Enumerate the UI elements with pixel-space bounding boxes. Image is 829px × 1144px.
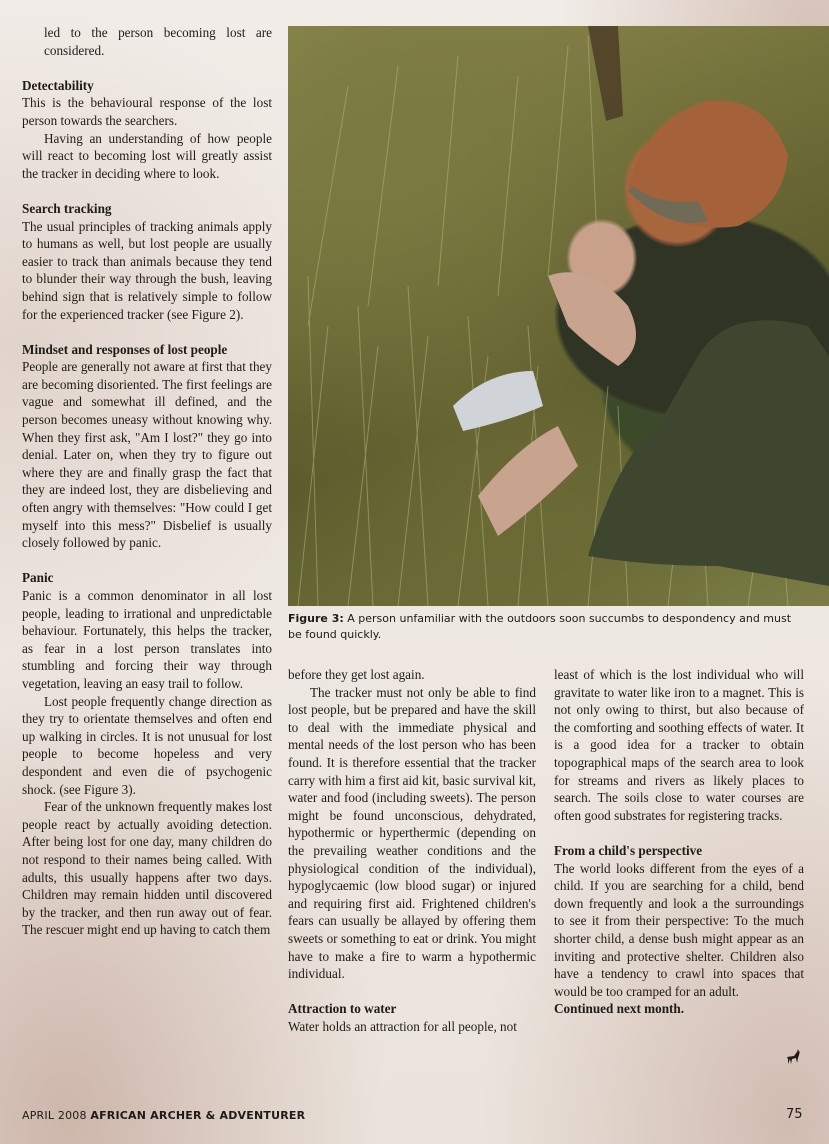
tree-trunk <box>588 26 623 121</box>
page-number: 75 <box>786 1107 803 1122</box>
section-heading-detectability: Detectability <box>22 77 94 93</box>
paragraph: Having an understanding of how people will react to becoming lost will greatly assist the tracker in deciding where to look. <box>22 130 272 181</box>
article-column-3 <box>554 666 804 1018</box>
footer-publication <box>22 1109 305 1122</box>
paragraph: Panic is a common denominator in all lost people, leading to irrational and unpredictable behaviour. Fortunately, this helps the tracker, as fear in a lost person translates into stumbling and forcing their way through vegetation, leaving an easy trail to follow. <box>22 588 272 691</box>
paragraph: The usual principles of tracking animals apply to humans as well, but lost people are usually easier to track than animals because they tend to blunder their way through the bush, leaving behind sign that is relatively simple to follow for the experienced tracker (see Figure 2). <box>22 218 272 322</box>
paragraph: Fear of the unknown frequently makes lost people react by actually avoiding detection. After being lost for one day, many children do not respond to their names being called. With adults, this usually happens after two days. Children may remain hidden until discovered by the tracker, and then run away out of fear. The rescuer might end up having to catch them <box>22 799 272 938</box>
caption-label: Figure 3: <box>288 612 344 625</box>
person-leg <box>478 426 578 536</box>
section-heading-childs-perspective: From a child's perspective <box>554 842 703 858</box>
article-column-1 <box>22 24 272 939</box>
article-column-2 <box>288 666 536 1035</box>
continued-next-month: Continued next month. <box>554 1001 685 1017</box>
antelope-end-mark-icon <box>784 1048 802 1066</box>
paragraph: least of which is the lost individual who will gravitate to water like iron to a magnet. This is not only owing to thirst, but also because of the comforting and soothing effects of water. It is a good idea for a tracker to obtain topographical maps of the search area to look for streams and rivers as likely places to search. The soils close to water courses are often good substrates for registering tracks. <box>554 667 804 823</box>
caption-text: A person unfamiliar with the outdoors soon succumbs to despondency and must be found quickly. <box>288 612 792 641</box>
grass-and-person-illustration <box>288 26 829 606</box>
paragraph: led to the person becoming lost are considered. <box>44 25 272 58</box>
paragraph: before they get lost again. <box>288 667 425 682</box>
paragraph: Water holds an attraction for all people, not <box>288 1018 517 1034</box>
person-arm <box>548 272 636 366</box>
paragraph: People are generally not aware at first that they are becoming disoriented. The first feelings are vague and somewhat ill defined, and the person becomes uneasy without knowing why. When they first ask, "Am I lost?" they go into denial. Later on, when they try to figure out where they are and finally grasp the fact that they are indeed lost, they are disbelieving and often angry with themselves: "How could I get myself into this mess?" Disbelief is usually closely followed by panic. <box>22 359 272 551</box>
section-heading-attraction-to-water: Attraction to water <box>288 1001 397 1017</box>
figure-3-photo <box>288 26 829 606</box>
paragraph: The tracker must not only be able to find lost people, but be prepared and have the skill to deal with the immediate physical and mental needs of the lost person who has been found. It is therefore essential that the tracker carry with him a first aid kit, basic survival kit, water and food (including sweets). The person might be found unconscious, dehydrated, hypothermic or hyperthermic (depending on the prevailing weather conditions and the physiological condition of the individual), hypoglycaemic (low blood sugar) or injured and requiring first aid. Frightened children's fears can usually be allayed by offering them sweets or something to eat or drink. You might have to make a fire to warm a hypothermic individual. <box>288 684 536 982</box>
footer-magazine-name: AFRICAN ARCHER & ADVENTURER <box>90 1109 306 1122</box>
section-heading-mindset: Mindset and responses of lost people <box>22 341 228 357</box>
paragraph: This is the behavioural response of the lost person towards the searchers. <box>22 95 272 128</box>
section-heading-search-tracking: Search tracking <box>22 200 112 216</box>
figure-caption <box>288 611 808 643</box>
water-bottle <box>453 371 543 431</box>
section-heading-panic: Panic <box>22 570 54 586</box>
paragraph: The world looks different from the eyes of a child. If you are searching for a child, bend down frequently and look a the surroundings to see it from their perspective: To the much shorter child, a dense bush might appear as an inviting and protective shelter. Children also have a tendency to crawl into spaces that would be too cramped for an adult. <box>554 860 804 999</box>
paragraph: Lost people frequently change direction as they try to orientate themselves and often end up walking in circles. It is not unusual for lost people to become hopeless and very despondent and even die of psychogenic shock. (see Figure 3). <box>22 693 272 797</box>
footer-date: APRIL 2008 <box>22 1109 87 1122</box>
